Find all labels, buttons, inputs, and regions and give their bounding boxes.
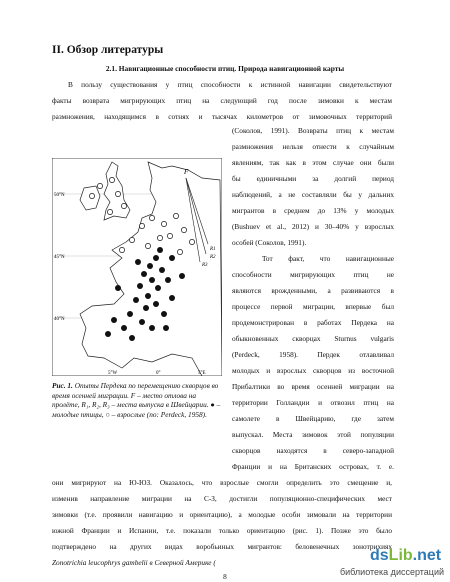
paragraph-line: размножения нельзя отнести к случайным xyxy=(232,142,394,151)
migration-map xyxy=(52,158,222,376)
subsection-heading: 2.1. Навигационные способности птиц. Природа навигационной карты xyxy=(105,64,345,73)
lon-label: 5°E xyxy=(198,371,206,376)
page-number: 8 xyxy=(223,572,227,581)
paragraph-line: зимовки (т.е. проявили навигацию и ориентацию), а молодые особи зимовали на территории xyxy=(52,510,392,519)
paragraph-line: (Соколов, 1991). Возвраты птиц к местам xyxy=(232,126,394,135)
paragraph-line: они мигрируют на Ю-ЮЗ. Оказалось, что взрослые смогли определить это смещение и, xyxy=(52,478,392,487)
paragraph-line: молодых и взрослых скворцов из восточной xyxy=(232,366,394,375)
paragraph-line: бы единичными за долгий период xyxy=(232,174,394,183)
caption-label: Рис. 1. xyxy=(52,381,73,390)
watermark-subtitle: библиотека диссертаций xyxy=(340,567,445,577)
paragraph-line: обыкновенных скворцах Sturnus vulgaris xyxy=(232,334,394,343)
caption-text: R₁, R₂, R₃ xyxy=(81,400,110,410)
lat-label: 45°N xyxy=(54,255,65,260)
caption-text: – место отлова на пролёте, xyxy=(52,390,197,410)
paragraph-line: выпускал. Места зимовок этой популяции xyxy=(232,430,394,439)
paragraph-line: продемонстрирован в работах Пердека на xyxy=(232,318,394,327)
paragraph-line: В пользу существования у птиц способности к истинной навигации свидетельствуют xyxy=(68,80,392,89)
release-site-label: R3 xyxy=(202,263,208,268)
paragraph-line: размножения, находящимся в сотнях и тысячах километров от зимовочных территорий xyxy=(52,112,392,121)
paragraph-line: Прибалтики во время осенней миграции на xyxy=(232,382,394,391)
watermark-logo: dsLib.net xyxy=(370,547,442,564)
paragraph-line: южной Франции и Испании, т.е. показали только ориентацию (рис. 1). Позже это было xyxy=(52,526,392,535)
paragraph-line: самолете в Швейцарию, где затем xyxy=(232,414,394,423)
paragraph-line: процессе первой миграции, впервые был xyxy=(232,302,394,311)
paragraph-line: особей (Соколов, 1991). xyxy=(232,238,307,247)
capture-site-label: F xyxy=(184,168,189,176)
paragraph-line: подтверждено на других видах воробьиных мигрантов: беловенечных зонотрихиях xyxy=(52,542,392,551)
paragraph-line: явлениям, так как в этом случае они были xyxy=(232,158,394,167)
paragraph-line: способности мигрирующих птиц не xyxy=(232,270,394,279)
paragraph-line: Zonotrichia leucophrys gambelii в Северной Америке ( xyxy=(52,558,216,567)
lat-label: 40°N xyxy=(54,317,65,322)
release-site-label: R2 xyxy=(210,255,216,260)
lat-label: 50°N xyxy=(54,193,65,198)
caption-text: F xyxy=(130,390,136,400)
paragraph-line: Франции и на Британских островах, т. е. xyxy=(232,462,394,471)
figure-caption xyxy=(52,381,222,420)
section-heading: II. Обзор литературы xyxy=(52,44,164,56)
caption-text: – места выпуска в Швейцарии. ● – молодые птицы, ○ – взрослые (по: Perdeck, 1958). xyxy=(52,400,221,420)
paragraph-line: территории Голландии и отвозил птиц на xyxy=(232,398,394,407)
paragraph-line: (Perdeck, 1958). Пердек отлавливал xyxy=(232,350,394,359)
paragraph-line: мигрантов в среднем до 13% у молодых xyxy=(232,206,394,215)
paragraph-line: являются врожденными, а развиваются в xyxy=(232,286,394,295)
caption-text: Опыты Пердека по перемещению скворцов во время осенней миграции. xyxy=(52,381,219,400)
paragraph-line: Тот факт, что навигационные xyxy=(262,254,394,263)
paragraph-line: изменив направление миграции на С-З, достигли популяционно-специфических мест xyxy=(52,494,392,503)
release-site-label: R1 xyxy=(210,247,216,252)
lon-label: 5°W xyxy=(108,371,118,376)
paragraph-line: наблюдений, а не составляли бы у дальних xyxy=(232,190,394,199)
watermark xyxy=(340,547,448,581)
paragraph-line: скворцов находятся в северо-западной xyxy=(232,446,394,455)
lon-label: 0° xyxy=(156,371,161,376)
paragraph-line: факты возврата мигрирующих птиц на следующий год после зимовки к местам xyxy=(52,96,392,105)
paragraph-line: (Bushuev et al., 2012) и 30–40% у взрослых xyxy=(232,222,394,231)
